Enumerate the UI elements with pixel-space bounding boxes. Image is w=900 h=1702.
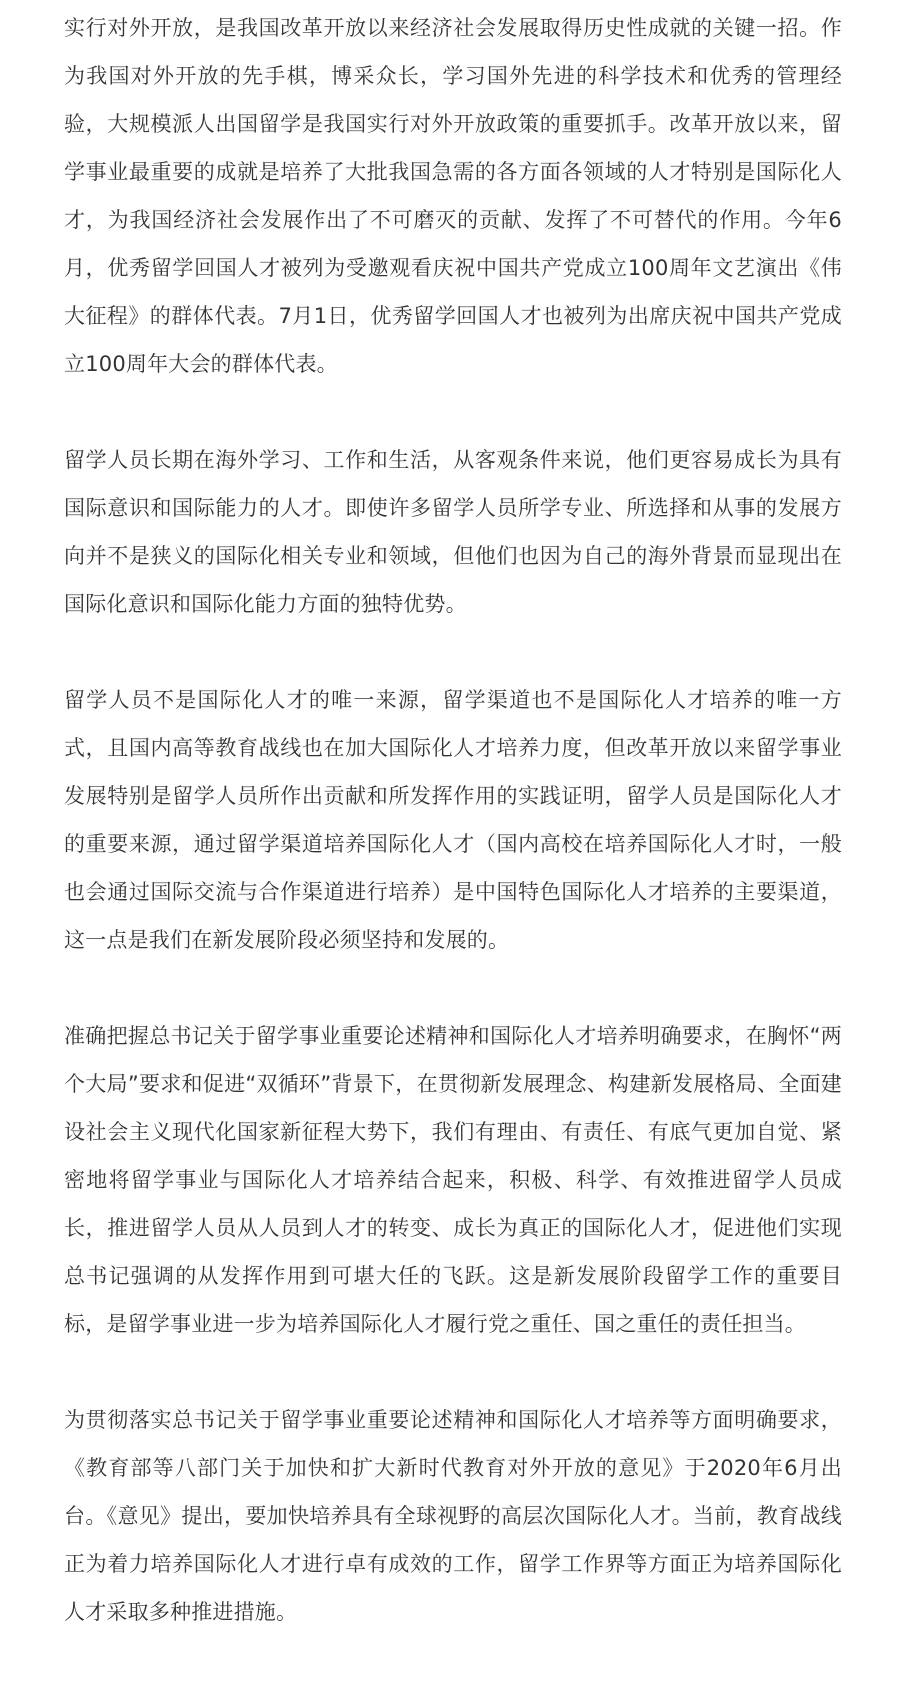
paragraph-overseas-students: 留学人员长期在海外学习、工作和生活，从客观条件来说，他们更容易成长为具有国际意识和国际能力的人才。即使许多留学人员所学专业、所选择和从事的发展方向并不是狭义的国际化相关专业和领域，但他们也因为自己的海外背景而显现出在国际化意识和国际化能力方面的独特优势。	[64, 448, 842, 616]
paragraph-policy-implementation: 为贯彻落实总书记关于留学事业重要论述精神和国际化人才培养等方面明确要求，《教育部等八部门关于加快和扩大新时代教育对外开放的意见》于2020年6月出台。《意见》提出，要加快培养具有全球视野的高层次国际化人才。当前，教育战线正为着力培养国际化人才进行卓有成效的工作，留学工作界等方面正为培养国际化人才采取多种推进措施。	[64, 1408, 842, 1624]
article-body	[64, 0, 842, 1636]
paragraph-talent-source: 留学人员不是国际化人才的唯一来源，留学渠道也不是国际化人才培养的唯一方式，且国内高等教育战线也在加大国际化人才培养力度，但改革开放以来留学事业发展特别是留学人员所作出贡献和所发挥作用的实践证明，留学人员是国际化人才的重要来源，通过留学渠道培养国际化人才（国内高校在培养国际化人才时，一般也会通过国际交流与合作渠道进行培养）是中国特色国际化人才培养的主要渠道，这一点是我们在新发展阶段必须坚持和发展的。	[64, 688, 842, 952]
paragraph-new-stage-goals: 准确把握总书记关于留学事业重要论述精神和国际化人才培养明确要求，在胸怀“两个大局”要求和促进“双循环”背景下，在贯彻新发展理念、构建新发展格局、全面建设社会主义现代化国家新征程大势下，我们有理由、有责任、有底气更加自觉、紧密地将留学事业与国际化人才培养结合起来，积极、科学、有效推进留学人员成长，推进留学人员从人员到人才的转变、成长为真正的国际化人才，促进他们实现总书记强调的从发挥作用到可堪大任的飞跃。这是新发展阶段留学工作的重要目标，是留学事业进一步为培养国际化人才履行党之重任、国之重任的责任担当。	[64, 1024, 842, 1336]
paragraph-opening-up: 实行对外开放，是我国改革开放以来经济社会发展取得历史性成就的关键一招。作为我国对外开放的先手棋，博采众长，学习国外先进的科学技术和优秀的管理经验，大规模派人出国留学是我国实行对外开放政策的重要抓手。改革开放以来，留学事业最重要的成就是培养了大批我国急需的各方面各领域的人才特别是国际化人才，为我国经济社会发展作出了不可磨灭的贡献、发挥了不可替代的作用。今年6月，优秀留学回国人才被列为受邀观看庆祝中国共产党成立100周年文艺演出《伟大征程》的群体代表。7月1日，优秀留学回国人才也被列为出席庆祝中国共产党成立100周年大会的群体代表。	[64, 16, 842, 376]
